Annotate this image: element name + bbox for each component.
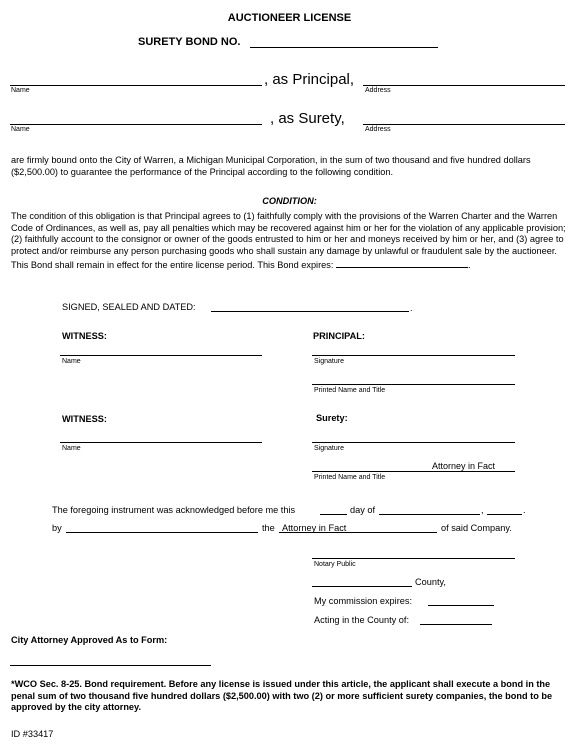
signed-date-field[interactable] <box>211 311 409 312</box>
principal-signature-field[interactable] <box>312 355 515 356</box>
surety-heading: Surety: <box>316 413 348 423</box>
surety-name-caption: Name <box>11 126 30 133</box>
bond-number-label: SURETY BOND NO. <box>138 36 241 48</box>
condition-text: The condition of this obligation is that Principal agrees to (1) faithfully comply with the provisions of the Warren Charter and the Warren Code of Ordinances, as well as, pay all penalties which may be recovered against him or her for the violation of any applicable provision; (2) faithfully account to the consignor or owner of the goods entrusted to him or her and moneys received by him or her, and (3) agree to protect and/or reimburse any person purchasing goods who shall sustain any damage by unlawful or fraudulent sale by the auctioneer. This Bond shall remain in effect for the entire license period. This Bond expires: <box>11 211 566 270</box>
ack-day-of-label: day of <box>350 505 376 515</box>
principal-heading: PRINCIPAL: <box>313 331 365 341</box>
ack-year-field[interactable] <box>487 514 522 515</box>
principal-address-caption: Address <box>365 87 391 94</box>
surety-printed-name-field[interactable] <box>312 471 515 472</box>
surety-name-field[interactable] <box>10 124 262 125</box>
ack-period: . <box>523 505 526 515</box>
principal-printed-caption: Printed Name and Title <box>314 387 386 394</box>
acting-county-label: Acting in the County of: <box>314 615 409 625</box>
surety-printed-caption: Printed Name and Title <box>314 474 386 481</box>
witness1-signature-field[interactable] <box>60 355 262 356</box>
ack-attorney-field[interactable] <box>279 532 437 533</box>
surety-signature-field[interactable] <box>312 442 515 443</box>
surety-address-caption: Address <box>365 126 391 133</box>
notary-county-field[interactable] <box>312 586 412 587</box>
document-title: AUCTIONEER LICENSE <box>227 12 352 24</box>
ack-month-field[interactable] <box>379 514 480 515</box>
condition-paragraph: The condition of this obligation is that Principal agrees to (1) faithfully comply with the provisions of the Warren Charter and the Warren Code of Ordinances, as well as, pay all penalties which may be recovered against him or her for the violation of any applicable provision; (2) faithfully account to the consignor or owner of the goods entrusted to him or her and moneys received by him or her, and (3) agree to protect and/or reimburse any person purchasing goods who shall sustain any damage by unlawful or fraudulent sale by the auctioneer. This Bond shall remain in effect for the entire license period. This Bond expires: . <box>11 211 566 270</box>
acting-county-field[interactable] <box>420 624 492 625</box>
notary-county-label: County, <box>415 577 446 587</box>
form-id: ID #33417 <box>11 729 54 739</box>
ack-text-1: The foregoing instrument was acknowledged before me this <box>52 505 296 515</box>
notary-public-caption: Notary Public <box>314 561 356 568</box>
signed-sealed-label: SIGNED, SEALED AND DATED: <box>62 302 196 312</box>
principal-name-caption: Name <box>11 87 30 94</box>
ack-company-label: of said Company. <box>441 523 512 533</box>
signed-date-period: . <box>410 303 413 313</box>
ack-comma: , <box>481 505 484 515</box>
commission-expires-label: My commission expires: <box>314 596 413 606</box>
bond-number-field[interactable] <box>250 47 438 48</box>
intro-paragraph: are firmly bound onto the City of Warren, a Michigan Municipal Corporation, in the sum of two thousand and five hundred dollars ($2,500.00) to guarantee the performance of the Principal according to the following condition. <box>11 155 531 177</box>
ack-day-field[interactable] <box>320 514 347 515</box>
principal-signature-caption: Signature <box>314 358 344 365</box>
condition-heading: CONDITION: <box>262 196 317 206</box>
ack-attorney-text: Attorney in Fact <box>282 523 347 533</box>
ack-by-field[interactable] <box>66 532 258 533</box>
principal-printed-name-field[interactable] <box>312 384 515 385</box>
surety-role-label: , as Surety, <box>270 110 345 127</box>
witness2-name-caption: Name <box>62 445 81 452</box>
ack-the-label: the <box>262 523 275 533</box>
principal-address-field[interactable] <box>363 85 565 86</box>
principal-name-field[interactable] <box>10 85 262 86</box>
surety-address-field[interactable] <box>363 124 565 125</box>
principal-role-label: , as Principal, <box>264 71 355 88</box>
bond-expires-field[interactable] <box>336 257 468 268</box>
ack-by-label: by <box>52 523 62 533</box>
surety-signature-caption: Signature <box>314 445 344 452</box>
witness2-signature-field[interactable] <box>60 442 262 443</box>
notary-signature-field[interactable] <box>312 558 515 559</box>
witness2-heading: WITNESS: <box>62 414 107 424</box>
city-attorney-signature-field[interactable] <box>10 665 211 666</box>
witness1-name-caption: Name <box>62 358 81 365</box>
footnote-text: *WCO Sec. 8-25. Bond requirement. Before any license is issued under this article, the applicant shall execute a bond in the penal sum of two thousand five hundred dollars ($2,500.00) with two (2) or more sufficient surety companies, the bond to be approved by the city attorney. <box>11 679 553 712</box>
commission-expires-field[interactable] <box>428 605 494 606</box>
witness1-heading: WITNESS: <box>62 331 107 341</box>
city-attorney-label: City Attorney Approved As to Form: <box>11 635 168 645</box>
surety-attorney-label: Attorney in Fact <box>432 461 496 471</box>
